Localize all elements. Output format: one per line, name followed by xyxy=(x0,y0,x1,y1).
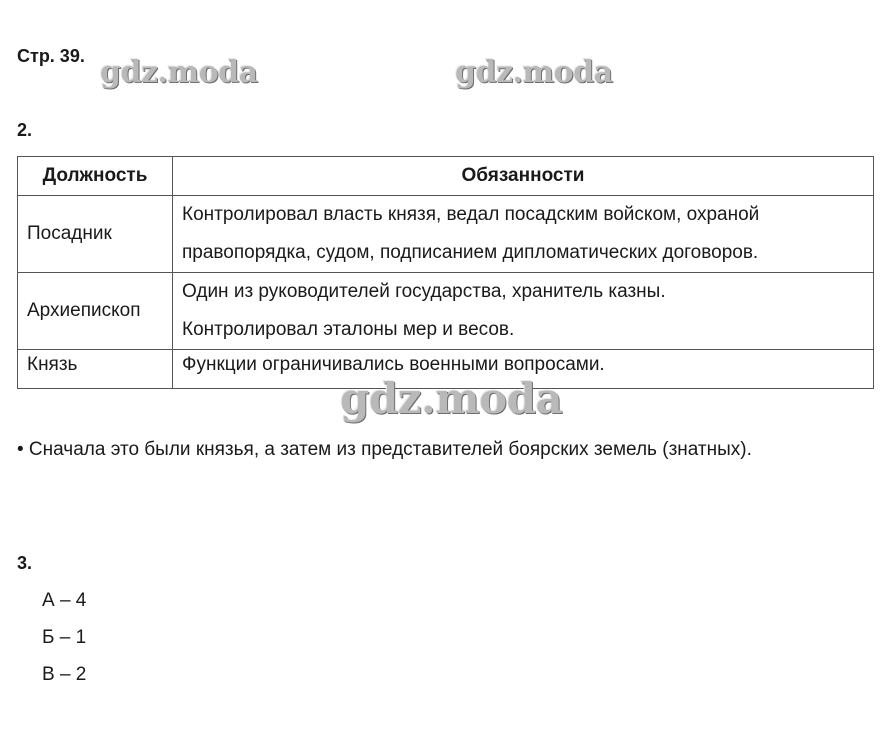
task-2-number: 2. xyxy=(17,120,33,140)
duties-line: Контролировал эталоны мер и весов. xyxy=(182,319,515,340)
duties-line: Один из руководителей государства, хранитель казны. xyxy=(182,281,666,302)
position-cell: Князь xyxy=(18,350,173,389)
table-row xyxy=(18,196,874,273)
answer-item: А – 4 xyxy=(42,590,87,611)
column-header-duties: Обязанности xyxy=(173,157,874,196)
task-3-number: 3. xyxy=(17,553,33,573)
answer-item: Б – 1 xyxy=(42,627,87,648)
position-cell: Архиепископ xyxy=(18,273,173,350)
duties-table xyxy=(17,156,874,389)
answer-item: В – 2 xyxy=(42,664,87,685)
page-label: Стр. 39. xyxy=(17,46,85,66)
task-3-answers xyxy=(42,582,86,693)
watermark: gdz.moda xyxy=(455,55,613,90)
duties-line: Функции ограничивались военными вопросами. xyxy=(182,354,605,375)
task-2-note: • Сначала это были князья, а затем из представителей боярских земель (знатных). xyxy=(17,439,752,460)
duties-cell xyxy=(173,273,874,350)
watermark: gdz.moda xyxy=(100,55,258,90)
position-cell: Посадник xyxy=(18,196,173,273)
table-row xyxy=(18,273,874,350)
duties-cell xyxy=(173,196,874,273)
duties-line: Контролировал власть князя, ведал посадским войском, охраной xyxy=(182,204,760,225)
column-header-position: Должность xyxy=(18,157,173,196)
table-header-row xyxy=(18,157,874,196)
duties-line: правопорядка, судом, подписанием дипломатических договоров. xyxy=(182,242,759,263)
watermark: gdz.moda xyxy=(340,374,563,423)
